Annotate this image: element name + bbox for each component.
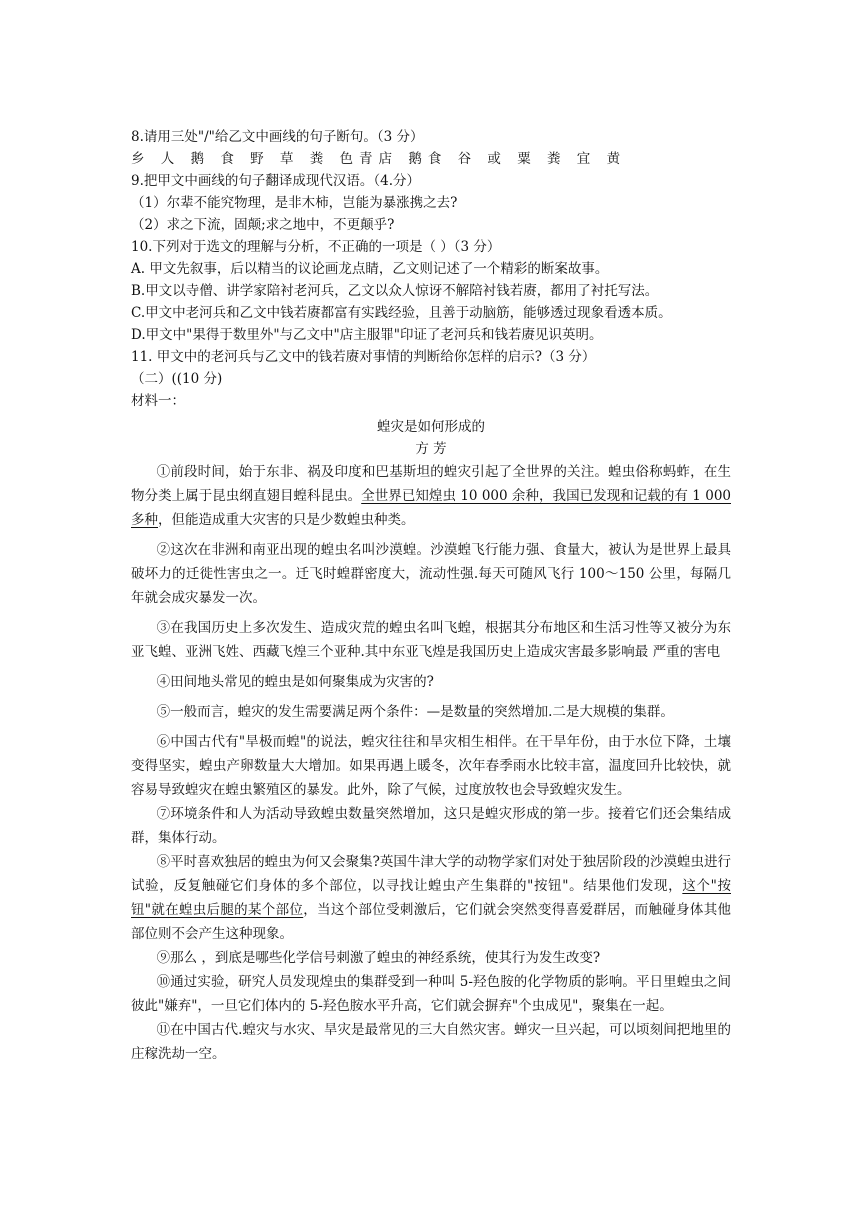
article-title: 蝗灾是如何形成的 (377, 419, 485, 435)
material-label: 材料一： (131, 393, 185, 409)
question-10-option-a: A. 甲文先叙事，后以精当的议论画龙点睛，乙文则记述了一个精彩的断案故事。 (131, 261, 609, 277)
question-9: 9.把甲文中画线的句子翻译成现代汉语。（4.分） (131, 173, 421, 189)
paragraph-7: ⑦环境条件和人为活动导致蝗虫数量突然增加，这只是蝗灾形成的第一步。接着它们还会集结成群，集体行动。 (131, 806, 731, 846)
question-8: 8.请用三处"/"给乙文中画线的句子断句。（3 分） (131, 129, 424, 145)
question-10-option-b: B.甲文以寺僧、讲学家陪衬老河兵，乙文以众人惊讶不解陪衬钱若赓，都用了衬托写法。 (131, 283, 659, 299)
question-11: 11. 甲文中的老河兵与乙文中的钱若赓对事情的判断给你怎样的启示?（3 分） (131, 349, 596, 365)
question-10-option-c: C.甲文中老河兵和乙文中钱若赓都富有实践经验，且善于动脑筋，能够透过现象看透本质。 (131, 305, 672, 321)
paragraph-1: ①前段时间，始于东非、祸及印度和巴基斯坦的蝗灾引起了全世界的关注。蝗虫俗称蚂蚱，在生物分类上属于昆虫纲直翅目蝗科昆虫。全世界已知煌虫 10 000 余种，我国已发现和记载的有 1 000 多种，但能造成重大灾害的只是少数蝗虫种类。 (131, 464, 731, 528)
paragraph-10: ⑩通过实验，研究人员发现煌虫的集群受到一种叫 5-羟色胺的化学物质的影响。平日里蝗虫之间彼此"嫌弃"，一旦它们体内的 5-羟色胺水平升高，它们就会摒弃"个虫成见"，聚集在一起。 (131, 974, 731, 1014)
question-10: 10.下列对于选文的理解与分析，不正确的一项是（ ）（3 分） (131, 239, 501, 255)
section-heading: （二）((10 分) (131, 371, 223, 387)
paragraph-11: ⑪在中国古代.蝗灾与水灾、旱灾是最常见的三大自然灾害。蝉灾一旦兴起，可以顷刻间把地里的庄稼洗劫一空。 (131, 1022, 731, 1062)
underlined-sentence: 全世界已知煌虫 10 000 余种，我国已发现和记载的有 1 000 多种 (131, 488, 731, 528)
question-10-option-d: D.甲文中"果得于数里外"与乙文中"店主服罪"印证了老河兵和钱若赓见识英明。 (131, 327, 603, 343)
paragraph-9: ⑨那么 ，到底是哪些化学信号刺激了蝗虫的神经系统，使其行为发生改变? (156, 950, 601, 966)
paragraph-6: ⑥中国古代有"旱极而蝗"的说法，蝗灾往往和旱灾相生相伴。在干旱年份，由于水位下降，土壤变得坚实，蝗虫产卵数量大大增加。如果再遇上暖冬，次年春季雨水比较丰富，温度回升比较快，就容易导致蝗灾在蝗虫繁殖区的暴发。此外，除了气候，过度放牧也会导致蝗灾发生。 (131, 734, 731, 798)
underlined-sentence: 这个"按钮"就在蝗虫后腿的某个部位 (131, 878, 731, 918)
paragraph-8: ⑧平时喜欢独居的蝗虫为何又会聚集?英国牛津大学的动物学家们对处于独居阶段的沙漠蝗虫进行试验，反复触碰它们身体的多个部位，以寻找让蝗虫产生集群的"按钮"。结果他们发现，这个"按钮"就在蝗虫后腿的某个部位，当这个部位受刺激后，它们就会突然变得喜爱群居，而触碰身体其他部位则不会产生这种现象。 (131, 854, 731, 942)
paragraph-2: ②这次在非洲和南亚出现的蝗虫名叫沙漠蝗。沙漠蝗飞行能力强、食量大，被认为是世界上最具破坏力的迁徙性害虫之一。迁飞时蝗群密度大，流动性强.每天可随风飞行 100～150 公里，每隔几年就会成灾暴发一次。 (131, 542, 731, 606)
document-page (131, 126, 731, 1066)
question-9-part-2: （2）求之下流，固颠;求之地中，不更颠乎? (131, 217, 395, 233)
paragraph-3: ③在我国历史上多次发生、造成灾荒的蝗虫名叫飞蝗，根据其分布地区和生活习性等又被分为东亚飞蝗、亚洲飞姓、西藏飞煌三个亚种.其中东亚飞煌是我国历史上造成灾害最多影响最 严重的害电 (131, 620, 731, 660)
question-8-sentence: 乡 人 鹅 食 野 草 粪 色青店 鹅食 谷 或 粟 粪 宜 黄 (131, 151, 627, 167)
article-author: 方 芳 (415, 441, 447, 457)
paragraph-4: ④田间地头常见的蝗虫是如何聚集成为灾害的? (156, 674, 434, 690)
paragraph-5: ⑤一般而言，蝗灾的发生需要满足两个条件：—是数量的突然增加.二是大规模的集群。 (156, 704, 674, 720)
question-9-part-1: （1）尔辈不能究物理，是非木柿，岂能为暴涨携之去? (131, 195, 458, 211)
